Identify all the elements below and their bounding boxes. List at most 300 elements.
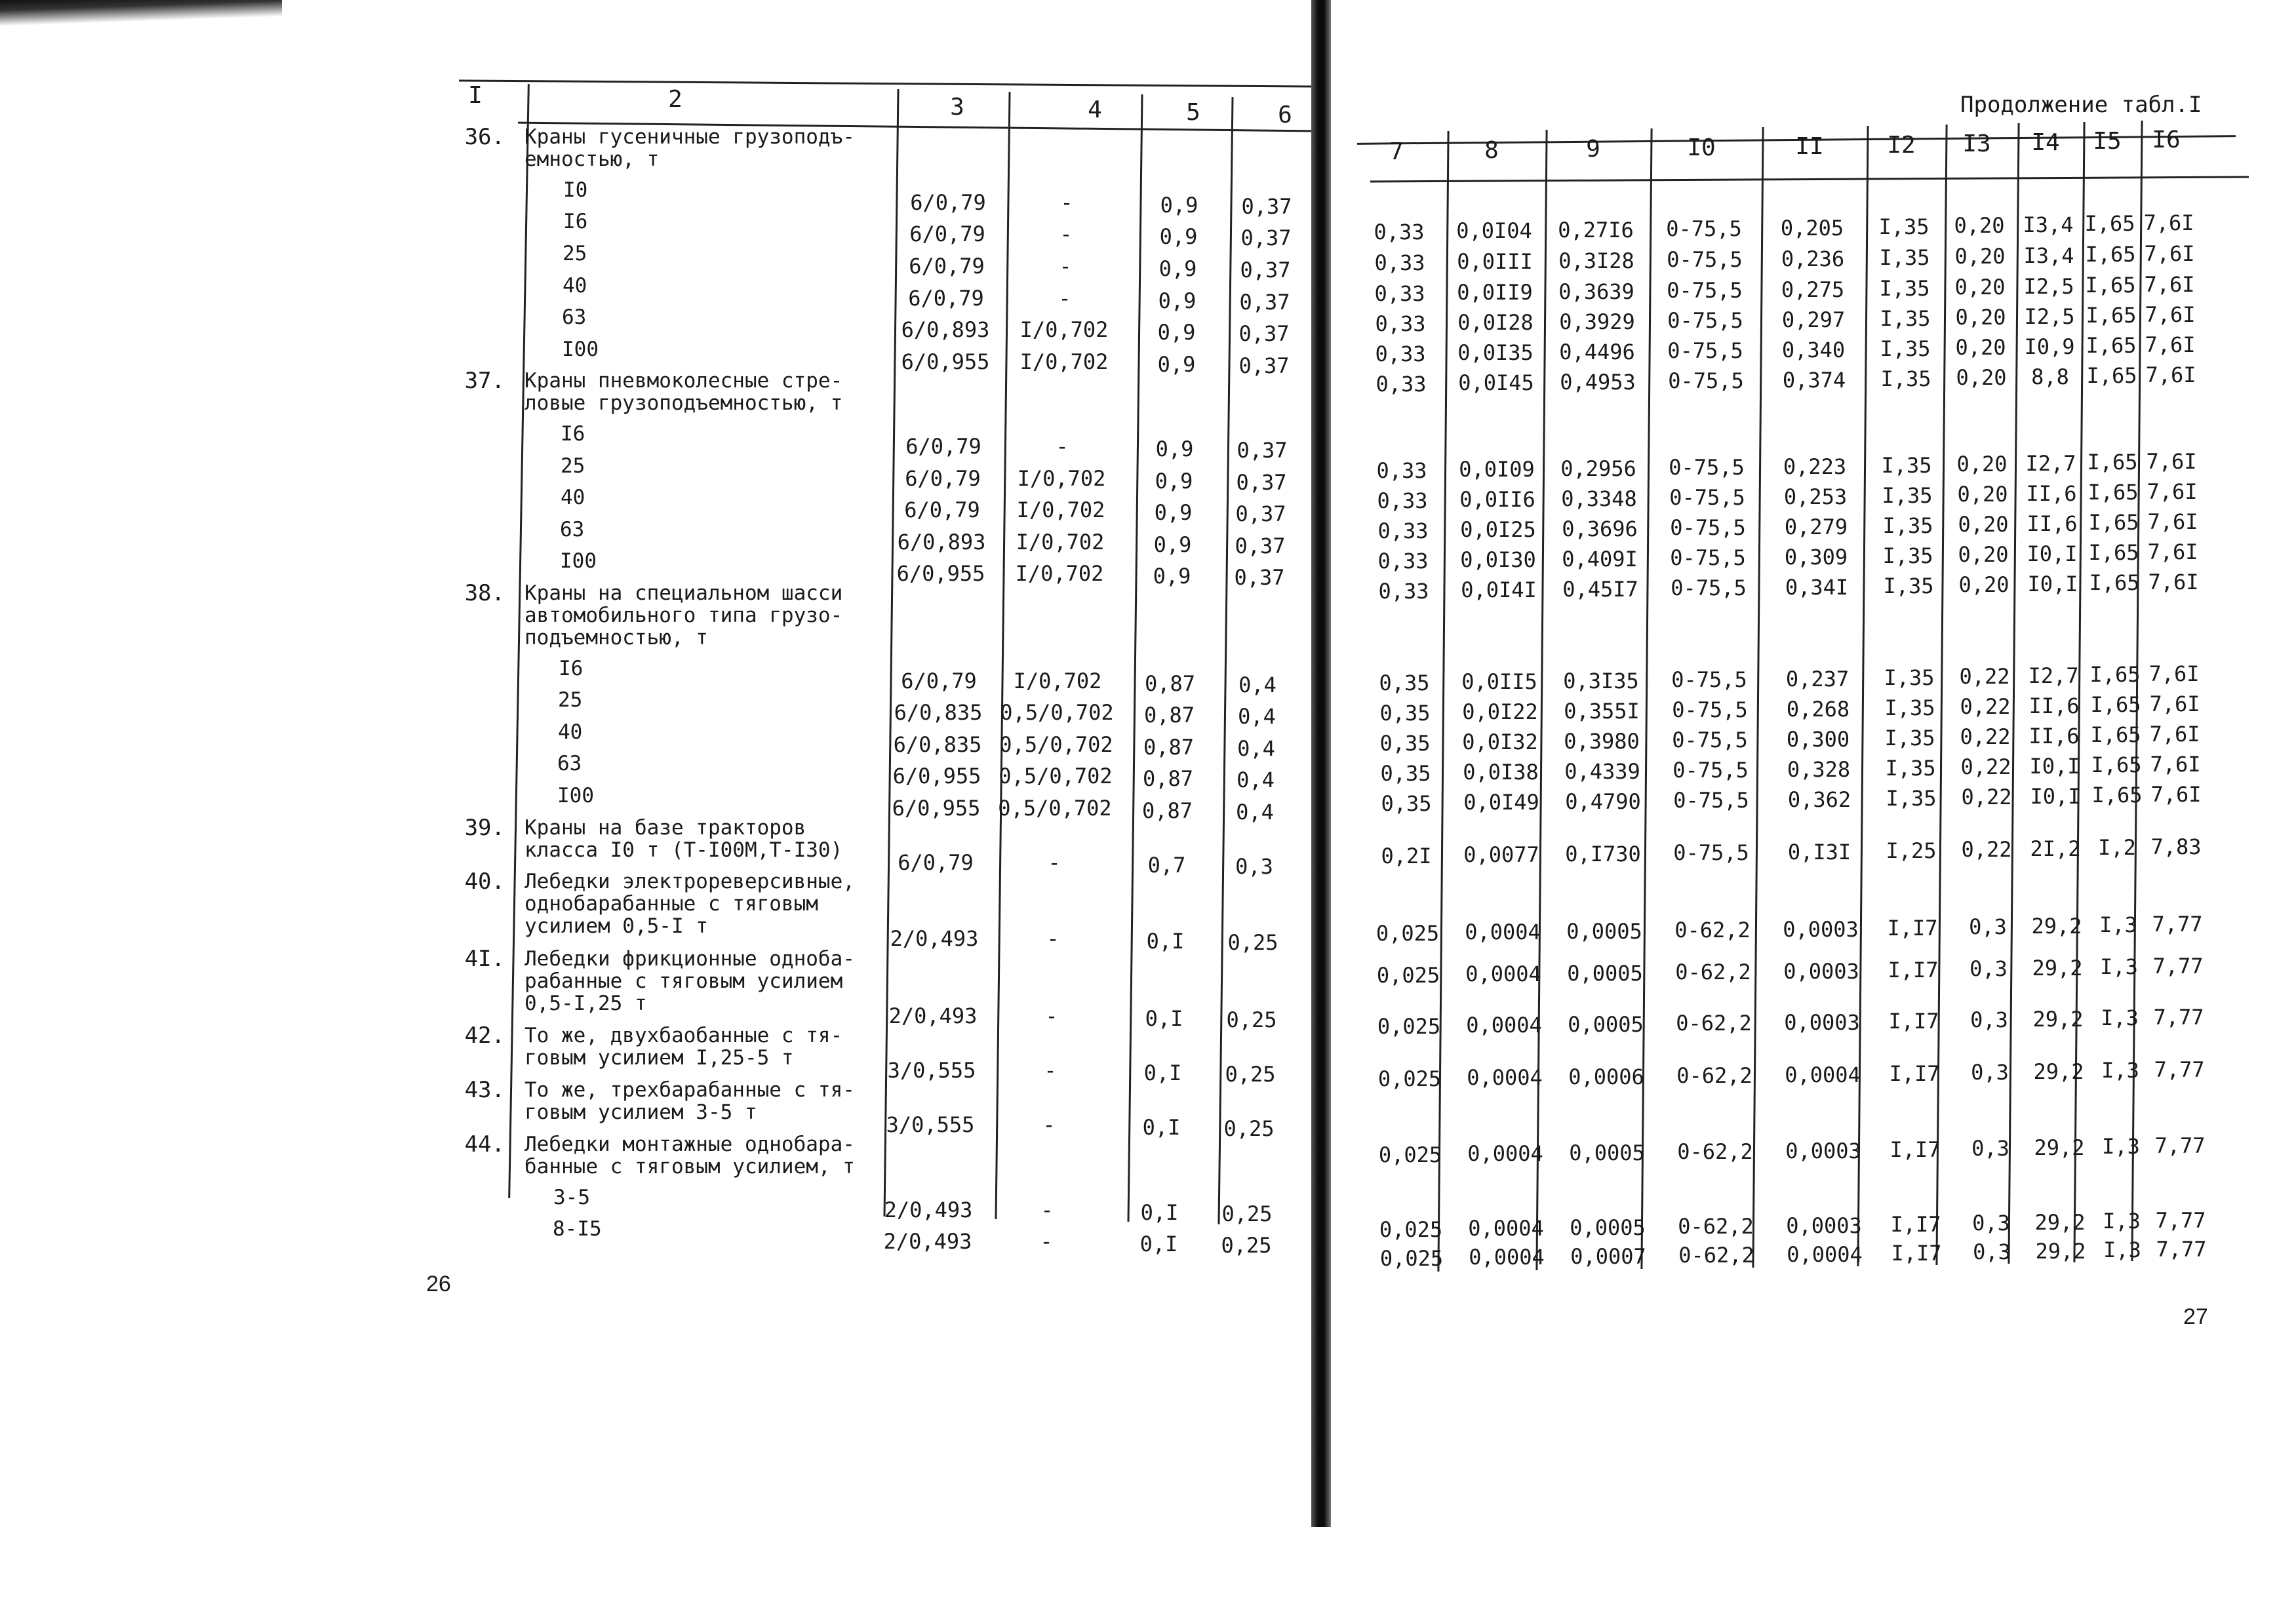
- col-4-value: -: [1059, 222, 1073, 246]
- right-col-12-value: I,35: [1878, 214, 1930, 239]
- right-col-15-value: I,65: [2086, 363, 2137, 389]
- col-4-value: -: [1040, 1197, 1054, 1222]
- right-col-9-value: 0,409I: [1562, 546, 1638, 572]
- row-description: Краны гусеничные грузоподъ- емностью, т: [525, 125, 855, 171]
- right-col-15-value: I,65: [2086, 303, 2137, 328]
- right-col-12-value: I,35: [1881, 453, 1932, 478]
- right-header-col-9: 9: [1586, 136, 1600, 163]
- right-col-16-value: 7,6I: [2145, 302, 2196, 327]
- right-col-9-value: 0,0005: [1567, 960, 1643, 986]
- right-col-15-value: I,65: [2085, 242, 2136, 267]
- right-header-col-13: I3: [1962, 130, 1991, 157]
- right-col-8-value: 0,0III: [1457, 249, 1533, 275]
- right-col-10-value: 0-75,5: [1671, 575, 1747, 601]
- right-col-16-value: 7,77: [2155, 1207, 2206, 1233]
- right-col-15-value: I,65: [2088, 540, 2139, 566]
- right-col-13-value: 0,3: [1969, 956, 2008, 982]
- right-col-13-value: 0,3: [1969, 914, 2007, 940]
- row-capacity: I00: [562, 338, 599, 361]
- table-continuation-caption: Продолжение табл.I: [1960, 92, 2202, 118]
- right-col-14-value: II,6: [2027, 511, 2078, 536]
- right-col-8-value: 0,0I49: [1463, 790, 1539, 815]
- row-number: 39.: [464, 815, 505, 841]
- col-3-value: 6/0,955: [892, 764, 981, 788]
- col-3-value: 6/0,955: [901, 349, 990, 374]
- right-col-8-value: 0,0I4I: [1461, 577, 1537, 603]
- right-col-12-value: I,35: [1880, 366, 1931, 391]
- row-description: Лебедки монтажные однобара- банные с тяговым усилием, т: [525, 1133, 855, 1178]
- right-col-16-value: 7,6I: [2143, 210, 2194, 235]
- right-col-8-value: 0,0I32: [1462, 730, 1538, 755]
- right-col-13-value: 0,20: [1954, 275, 2006, 300]
- right-col-13-value: 0,20: [1955, 305, 2006, 330]
- col-3-value: 6/0,835: [893, 732, 982, 757]
- right-col-8-value: 0,0I25: [1460, 517, 1536, 543]
- col-4-value: 0,5/0,702: [998, 796, 1112, 821]
- right-col-10-value: 0-62,2: [1675, 960, 1751, 985]
- right-col-12-value: I,I7: [1891, 1241, 1942, 1266]
- right-col-8-value: 0,0004: [1468, 1216, 1544, 1241]
- col-6-value: 0,37: [1234, 565, 1285, 590]
- right-col-7-value: 0,025: [1376, 921, 1440, 946]
- right-header-col-10: I0: [1687, 134, 1716, 161]
- right-col-9-value: 0,0005: [1569, 1140, 1645, 1165]
- right-col-16-value: 7,6I: [2147, 539, 2198, 564]
- right-col-9-value: 0,355I: [1564, 698, 1640, 724]
- header-col-6: 6: [1278, 102, 1292, 128]
- right-col-12-value: I,35: [1884, 665, 1935, 690]
- row-number: 4I.: [464, 946, 505, 972]
- right-col-9-value: 0,3929: [1559, 309, 1635, 334]
- right-col-9-value: 0,0005: [1566, 918, 1642, 944]
- row-capacity: I6: [559, 657, 584, 680]
- right-col-10-value: 0-75,5: [1670, 515, 1746, 541]
- right-col-16-value: 7,6I: [2147, 509, 2198, 534]
- right-col-11-value: 0,309: [1784, 544, 1848, 570]
- col-3-value: 6/0,79: [901, 669, 977, 693]
- row-number: 42.: [464, 1022, 505, 1049]
- col-6-value: 0,25: [1226, 1007, 1277, 1032]
- col-6-value: 0,4: [1237, 736, 1275, 761]
- col-5-value: 0,I: [1139, 1232, 1178, 1256]
- col-6-value: 0,37: [1241, 194, 1292, 219]
- right-page: [1331, 0, 2296, 1615]
- right-col-7-value: 0,025: [1379, 1246, 1444, 1271]
- right-col-14-value: I0,I: [2029, 753, 2080, 779]
- right-col-14-value: I2,7: [2028, 663, 2079, 688]
- col-4-value: I/0,702: [1019, 317, 1109, 342]
- col-5-value: 0,9: [1155, 469, 1193, 494]
- right-col-14-value: I2,5: [2024, 303, 2075, 329]
- right-col-12-value: I,35: [1879, 276, 1930, 301]
- right-col-9-value: 0,0006: [1568, 1064, 1644, 1089]
- col-4-value: -: [1044, 1058, 1057, 1083]
- right-col-11-value: 0,297: [1781, 307, 1846, 332]
- col-6-value: 0,37: [1240, 225, 1292, 250]
- right-col-9-value: 0,3I35: [1563, 668, 1639, 693]
- col-5-value: 0,I: [1145, 1006, 1183, 1031]
- col-5-value: 0,9: [1153, 532, 1192, 557]
- right-col-15-value: I,65: [2084, 211, 2135, 237]
- row-capacity: 25: [558, 688, 583, 712]
- row-capacity: 40: [563, 274, 587, 298]
- right-col-7-value: 0,33: [1374, 250, 1425, 275]
- row-capacity: 40: [561, 486, 585, 509]
- right-col-14-value: II,6: [2026, 480, 2077, 506]
- col-3-value: 3/0,555: [886, 1112, 975, 1137]
- col-5-value: 0,87: [1143, 735, 1195, 760]
- right-col-11-value: 0,268: [1786, 696, 1850, 722]
- col-6-value: 0,4: [1236, 800, 1274, 825]
- right-col-13-value: 0,3: [1971, 1136, 2009, 1161]
- right-col-11-value: 0,374: [1782, 367, 1846, 393]
- col-4-value: I/0,702: [1017, 466, 1106, 491]
- right-col-14-value: 8,8: [2031, 364, 2069, 389]
- right-col-14-value: I0,9: [2024, 334, 2075, 359]
- right-col-15-value: I,3: [2103, 1209, 2141, 1234]
- right-col-7-value: 0,33: [1374, 281, 1425, 306]
- row-capacity: 25: [561, 454, 585, 478]
- right-col-8-value: 0,0I28: [1457, 310, 1534, 336]
- page-number-left: 26: [426, 1272, 451, 1296]
- right-col-12-value: I,I7: [1889, 1061, 1940, 1086]
- right-col-16-value: 7,6I: [2148, 569, 2199, 594]
- right-col-14-value: I2,5: [2023, 273, 2074, 299]
- right-col-8-value: 0,0I04: [1456, 218, 1532, 244]
- row-capacity: 25: [563, 242, 587, 265]
- right-header-col-8: 8: [1484, 137, 1499, 164]
- right-col-15-value: I,3: [2100, 954, 2138, 980]
- right-col-10-value: 0-75,5: [1667, 308, 1743, 334]
- right-col-16-value: 7,6I: [2145, 332, 2196, 357]
- col-6-value: 0,37: [1236, 470, 1287, 495]
- right-col-7-value: 0,33: [1375, 311, 1426, 336]
- right-col-11-value: 0,279: [1784, 514, 1848, 539]
- right-col-14-value: 29,2: [2032, 1006, 2084, 1032]
- right-col-10-value: 0-75,5: [1667, 338, 1743, 364]
- col-3-value: 2/0,493: [888, 1003, 978, 1028]
- row-capacity: I00: [557, 784, 594, 808]
- row-capacity: I0: [563, 178, 588, 202]
- right-col-13-value: 0,22: [1960, 694, 2011, 720]
- col-3-value: 6/0,79: [909, 222, 985, 246]
- right-col-7-value: 0,33: [1378, 579, 1429, 604]
- col-6-value: 0,4: [1238, 672, 1277, 697]
- row-capacity: 40: [558, 720, 583, 744]
- col-4-value: 0,5/0,702: [999, 732, 1113, 757]
- row-capacity: 63: [562, 305, 587, 329]
- col-4-value: I/0,702: [1016, 530, 1105, 555]
- right-col-12-value: I,I7: [1888, 958, 1939, 983]
- right-col-8-value: 0,0I30: [1460, 547, 1536, 573]
- right-col-9-value: 0,0005: [1568, 1011, 1644, 1037]
- right-col-13-value: 0,22: [1960, 724, 2011, 750]
- right-col-16-value: 7,77: [2153, 1004, 2204, 1030]
- right-col-7-value: 0,35: [1380, 761, 1431, 786]
- row-number: 43.: [464, 1077, 505, 1103]
- right-col-11-value: 0,275: [1781, 277, 1845, 302]
- right-col-13-value: 0,3: [1972, 1211, 2010, 1236]
- right-col-11-value: 0,237: [1785, 666, 1850, 691]
- right-col-8-value: 0,0I22: [1462, 699, 1538, 725]
- col-5-value: 0,9: [1158, 288, 1197, 313]
- col-6-value: 0,37: [1238, 321, 1290, 346]
- right-col-15-value: I,65: [2085, 273, 2136, 298]
- col-4-value: -: [1058, 286, 1071, 311]
- right-col-15-value: I,2: [2098, 835, 2136, 861]
- right-col-10-value: 0-62,2: [1674, 918, 1751, 943]
- right-col-11-value: 0,0003: [1783, 916, 1859, 942]
- header-top-rule: [459, 79, 1311, 87]
- right-col-11-value: 0,0004: [1787, 1241, 1863, 1267]
- right-col-11-value: 0,0003: [1784, 1009, 1860, 1035]
- right-col-15-value: I,65: [2091, 783, 2143, 808]
- col-5-value: 0,9: [1155, 437, 1194, 461]
- right-col-13-value: 0,20: [1958, 542, 2009, 568]
- right-col-16-value: 7,83: [2150, 834, 2202, 859]
- right-col-7-value: 0,35: [1379, 671, 1430, 695]
- right-col-12-value: I,35: [1882, 483, 1933, 508]
- col-4-value: 0,5/0,702: [999, 764, 1113, 788]
- right-col-9-value: 0,27I6: [1558, 217, 1634, 243]
- right-col-7-value: 0,025: [1377, 1014, 1441, 1039]
- col-6-value: 0,37: [1238, 353, 1290, 378]
- right-col-9-value: 0,0007: [1570, 1243, 1646, 1269]
- right-col-13-value: 0,20: [1954, 244, 2006, 269]
- right-col-15-value: I,65: [2088, 480, 2139, 505]
- right-col-12-value: I,35: [1879, 245, 1930, 270]
- right-col-12-value: I,I7: [1887, 916, 1938, 941]
- right-header-bottom-rule: [1370, 176, 2249, 182]
- right-col-15-value: I,65: [2089, 570, 2140, 596]
- right-col-14-value: 29,2: [2034, 1209, 2086, 1235]
- col-5-value: 0,I: [1140, 1200, 1179, 1225]
- right-col-9-value: 0,3639: [1558, 279, 1634, 304]
- row-description: Краны на специальном шасси автомобильного типа грузо- подъемностью, т: [525, 581, 843, 650]
- right-col-14-value: 29,2: [2033, 1059, 2084, 1084]
- right-col-14-value: I0,I: [2030, 783, 2081, 809]
- right-col-10-value: 0-62,2: [1677, 1139, 1753, 1165]
- right-col-10-value: 0-75,5: [1673, 840, 1749, 866]
- col-4-value: -: [1046, 926, 1059, 951]
- right-col-11-value: 0,328: [1787, 756, 1851, 782]
- right-col-16-value: 7,6I: [2145, 362, 2196, 387]
- right-col-14-value: I0,I: [2027, 541, 2078, 566]
- col-6-value: 0,25: [1221, 1201, 1273, 1226]
- col-6-value: 0,37: [1237, 438, 1288, 463]
- col-5-value: 0,I: [1142, 1115, 1181, 1140]
- row-number: 44.: [464, 1131, 505, 1158]
- right-col-7-value: 0,35: [1381, 791, 1432, 816]
- row-number: 36.: [464, 124, 505, 150]
- col-3-value: 6/0,893: [897, 530, 986, 555]
- right-col-13-value: 0,20: [1956, 365, 2007, 391]
- right-col-11-value: 0,340: [1781, 337, 1846, 362]
- right-col-7-value: 0,35: [1379, 701, 1431, 726]
- col-5-value: 0,87: [1142, 766, 1194, 791]
- right-col-7-value: 0,33: [1375, 341, 1426, 366]
- col-3-value: 6/0,79: [910, 190, 986, 215]
- right-col-16-value: 7,77: [2154, 1133, 2206, 1158]
- right-col-13-value: 0,20: [1958, 512, 2009, 537]
- right-col-10-value: 0-75,5: [1666, 216, 1742, 242]
- right-col-10-value: 0-62,2: [1678, 1243, 1754, 1268]
- right-col-8-value: 0,0I45: [1458, 370, 1534, 396]
- col-6-value: 0,4: [1237, 768, 1275, 792]
- right-col-13-value: 0,20: [1958, 572, 2009, 598]
- right-col-15-value: I,3: [2099, 912, 2137, 938]
- right-col-14-value: II,6: [2029, 693, 2080, 718]
- right-col-14-value: I3,4: [2023, 243, 2074, 268]
- col-4-value: -: [1042, 1112, 1056, 1137]
- right-col-9-value: 0,I730: [1565, 841, 1641, 866]
- right-col-14-value: 29,2: [2031, 913, 2082, 939]
- right-col-7-value: 0,33: [1376, 372, 1427, 397]
- row-capacity: I6: [563, 210, 588, 233]
- col-4-value: -: [1045, 1003, 1058, 1028]
- col-5-value: 0,I: [1146, 929, 1185, 954]
- right-col-8-value: 0,0I09: [1459, 457, 1535, 482]
- right-col-16-value: 7,6I: [2150, 781, 2202, 807]
- right-header-col-14: I4: [2031, 129, 2060, 156]
- col-4-value: I/0,702: [1019, 349, 1109, 374]
- right-col-12-value: I,I7: [1890, 1212, 1941, 1237]
- right-col-10-value: 0-62,2: [1678, 1214, 1754, 1239]
- right-header-col-16: I6: [2152, 126, 2181, 153]
- right-col-14-value: I2,7: [2025, 450, 2076, 476]
- row-capacity: 63: [557, 752, 582, 775]
- right-col-9-value: 0,0005: [1570, 1215, 1646, 1240]
- right-col-15-value: I,65: [2086, 333, 2137, 359]
- col-6-value: 0,37: [1239, 290, 1290, 315]
- right-col-11-value: 0,300: [1786, 726, 1850, 752]
- right-header-col-12: I2: [1887, 132, 1916, 159]
- col-3-value: 2/0,493: [883, 1229, 972, 1254]
- header-col-2: 2: [668, 86, 683, 113]
- row-capacity: 8-I5: [553, 1217, 602, 1241]
- right-col-10-value: 0-75,5: [1667, 278, 1743, 303]
- right-col-8-value: 0,0I35: [1457, 340, 1534, 366]
- col-3-value: 6/0,79: [905, 466, 981, 491]
- right-col-11-value: 0,362: [1787, 787, 1851, 812]
- row-description: Краны пневмоколесные стре- ловые грузоподъемностью, т: [525, 369, 843, 415]
- right-header-col-7: 7: [1389, 138, 1404, 165]
- right-col-9-value: 0,2956: [1560, 456, 1636, 481]
- right-col-8-value: 0,0II6: [1459, 487, 1535, 513]
- right-col-15-value: I,65: [2089, 662, 2141, 688]
- right-col-16-value: 7,77: [2152, 911, 2203, 937]
- right-col-13-value: 0,22: [1961, 837, 2012, 863]
- right-col-14-value: 29,2: [2035, 1238, 2086, 1264]
- right-col-8-value: 0,0004: [1467, 1065, 1543, 1091]
- right-col-8-value: 0,0II9: [1457, 280, 1533, 305]
- right-col-12-value: I,35: [1886, 786, 1937, 811]
- right-col-11-value: 0,0004: [1785, 1062, 1861, 1087]
- right-col-8-value: 0,0004: [1465, 962, 1541, 987]
- right-col-12-value: I,35: [1880, 336, 1931, 361]
- row-capacity: 3-5: [553, 1186, 590, 1209]
- col-3-value: 6/0,79: [908, 286, 984, 311]
- col-4-value: -: [1048, 850, 1061, 875]
- col-4-value: I/0,702: [1016, 497, 1105, 522]
- right-col-7-value: 0,33: [1376, 458, 1427, 483]
- col-3-value: 2/0,493: [890, 926, 979, 951]
- right-col-9-value: 0,3348: [1561, 486, 1637, 511]
- col-6-value: 0,25: [1223, 1116, 1275, 1141]
- row-description: То же, двухбаобанные с тя- говым усилием I,25-5 т: [525, 1024, 843, 1070]
- right-col-16-value: 7,6I: [2150, 751, 2201, 777]
- right-col-10-value: 0-75,5: [1667, 247, 1743, 273]
- col-4-value: -: [1059, 254, 1072, 279]
- right-col-8-value: 0,0077: [1463, 842, 1539, 868]
- row-description: Лебедки фрикционные однoба- рабанные с тяговым усилием 0,5-I,25 т: [525, 947, 855, 1015]
- right-col-14-value: I3,4: [2023, 212, 2074, 237]
- col-4-value: I/0,702: [1013, 669, 1102, 693]
- right-col-10-value: 0-75,5: [1673, 758, 1749, 783]
- col-5-value: 0,87: [1143, 703, 1195, 728]
- right-col-13-value: 0,3: [1973, 1239, 2011, 1265]
- right-col-16-value: 7,6I: [2144, 241, 2195, 266]
- right-col-10-value: 0-75,5: [1673, 788, 1749, 813]
- right-col-13-value: 0,20: [1956, 452, 2008, 477]
- right-col-16-value: 7,6I: [2146, 448, 2197, 474]
- col-3-value: 6/0,955: [892, 796, 981, 821]
- right-col-11-value: 0,0003: [1785, 1138, 1861, 1163]
- col-4-value: -: [1040, 1229, 1053, 1254]
- right-col-7-value: 0,33: [1374, 220, 1425, 244]
- right-col-16-value: 7,6I: [2147, 478, 2198, 504]
- col-3-value: 6/0,79: [909, 254, 985, 279]
- right-col-16-value: 7,77: [2156, 1236, 2207, 1262]
- col-5-value: 0,I: [1143, 1060, 1182, 1085]
- right-col-14-value: 29,2: [2034, 1135, 2085, 1160]
- col-5-value: 0,9: [1158, 256, 1197, 281]
- col-6-value: 0,4: [1238, 704, 1276, 729]
- row-description: Краны на базе тракторов класса I0 т (Т-I00М,Т-I30): [525, 816, 843, 862]
- right-col-14-value: II,6: [2029, 723, 2080, 749]
- right-col-9-value: 0,4496: [1559, 339, 1635, 364]
- col-3-value: 6/0,955: [896, 561, 985, 586]
- row-capacity: 63: [560, 518, 585, 541]
- right-col-13-value: 0,3: [1971, 1060, 2009, 1085]
- header-col-3: 3: [950, 94, 964, 121]
- right-col-12-value: I,35: [1880, 306, 1931, 331]
- row-description: То же, трехбарабанные с тя- говым усилием 3-5 т: [525, 1078, 855, 1124]
- right-col-8-value: 0,0II5: [1461, 669, 1537, 695]
- row-number: 40.: [464, 868, 505, 895]
- row-number: 38.: [464, 580, 505, 606]
- col-3-value: 3/0,555: [887, 1058, 976, 1083]
- header-col-5: 5: [1186, 99, 1200, 126]
- right-col-11-value: 0,223: [1783, 454, 1847, 479]
- right-col-7-value: 0,33: [1377, 488, 1428, 513]
- right-col-12-value: I,35: [1883, 574, 1934, 598]
- right-col-15-value: I,3: [2101, 1058, 2139, 1083]
- row-capacity: I6: [561, 422, 585, 446]
- right-col-7-value: 0,33: [1377, 549, 1429, 574]
- right-col-15-value: I,65: [2091, 752, 2142, 778]
- right-col-10-value: 0-75,5: [1670, 545, 1746, 571]
- right-col-10-value: 0-75,5: [1672, 697, 1748, 723]
- right-col-9-value: 0,3980: [1564, 728, 1640, 754]
- right-col-10-value: 0-75,5: [1669, 485, 1745, 511]
- right-col-16-value: 7,6I: [2148, 661, 2200, 686]
- right-col-9-value: 0,3I28: [1558, 248, 1634, 273]
- right-col-9-value: 0,4339: [1564, 758, 1640, 784]
- col-5-value: 0,9: [1153, 564, 1191, 589]
- col-5-value: 0,9: [1159, 224, 1198, 249]
- right-col-7-value: 0,35: [1379, 731, 1431, 756]
